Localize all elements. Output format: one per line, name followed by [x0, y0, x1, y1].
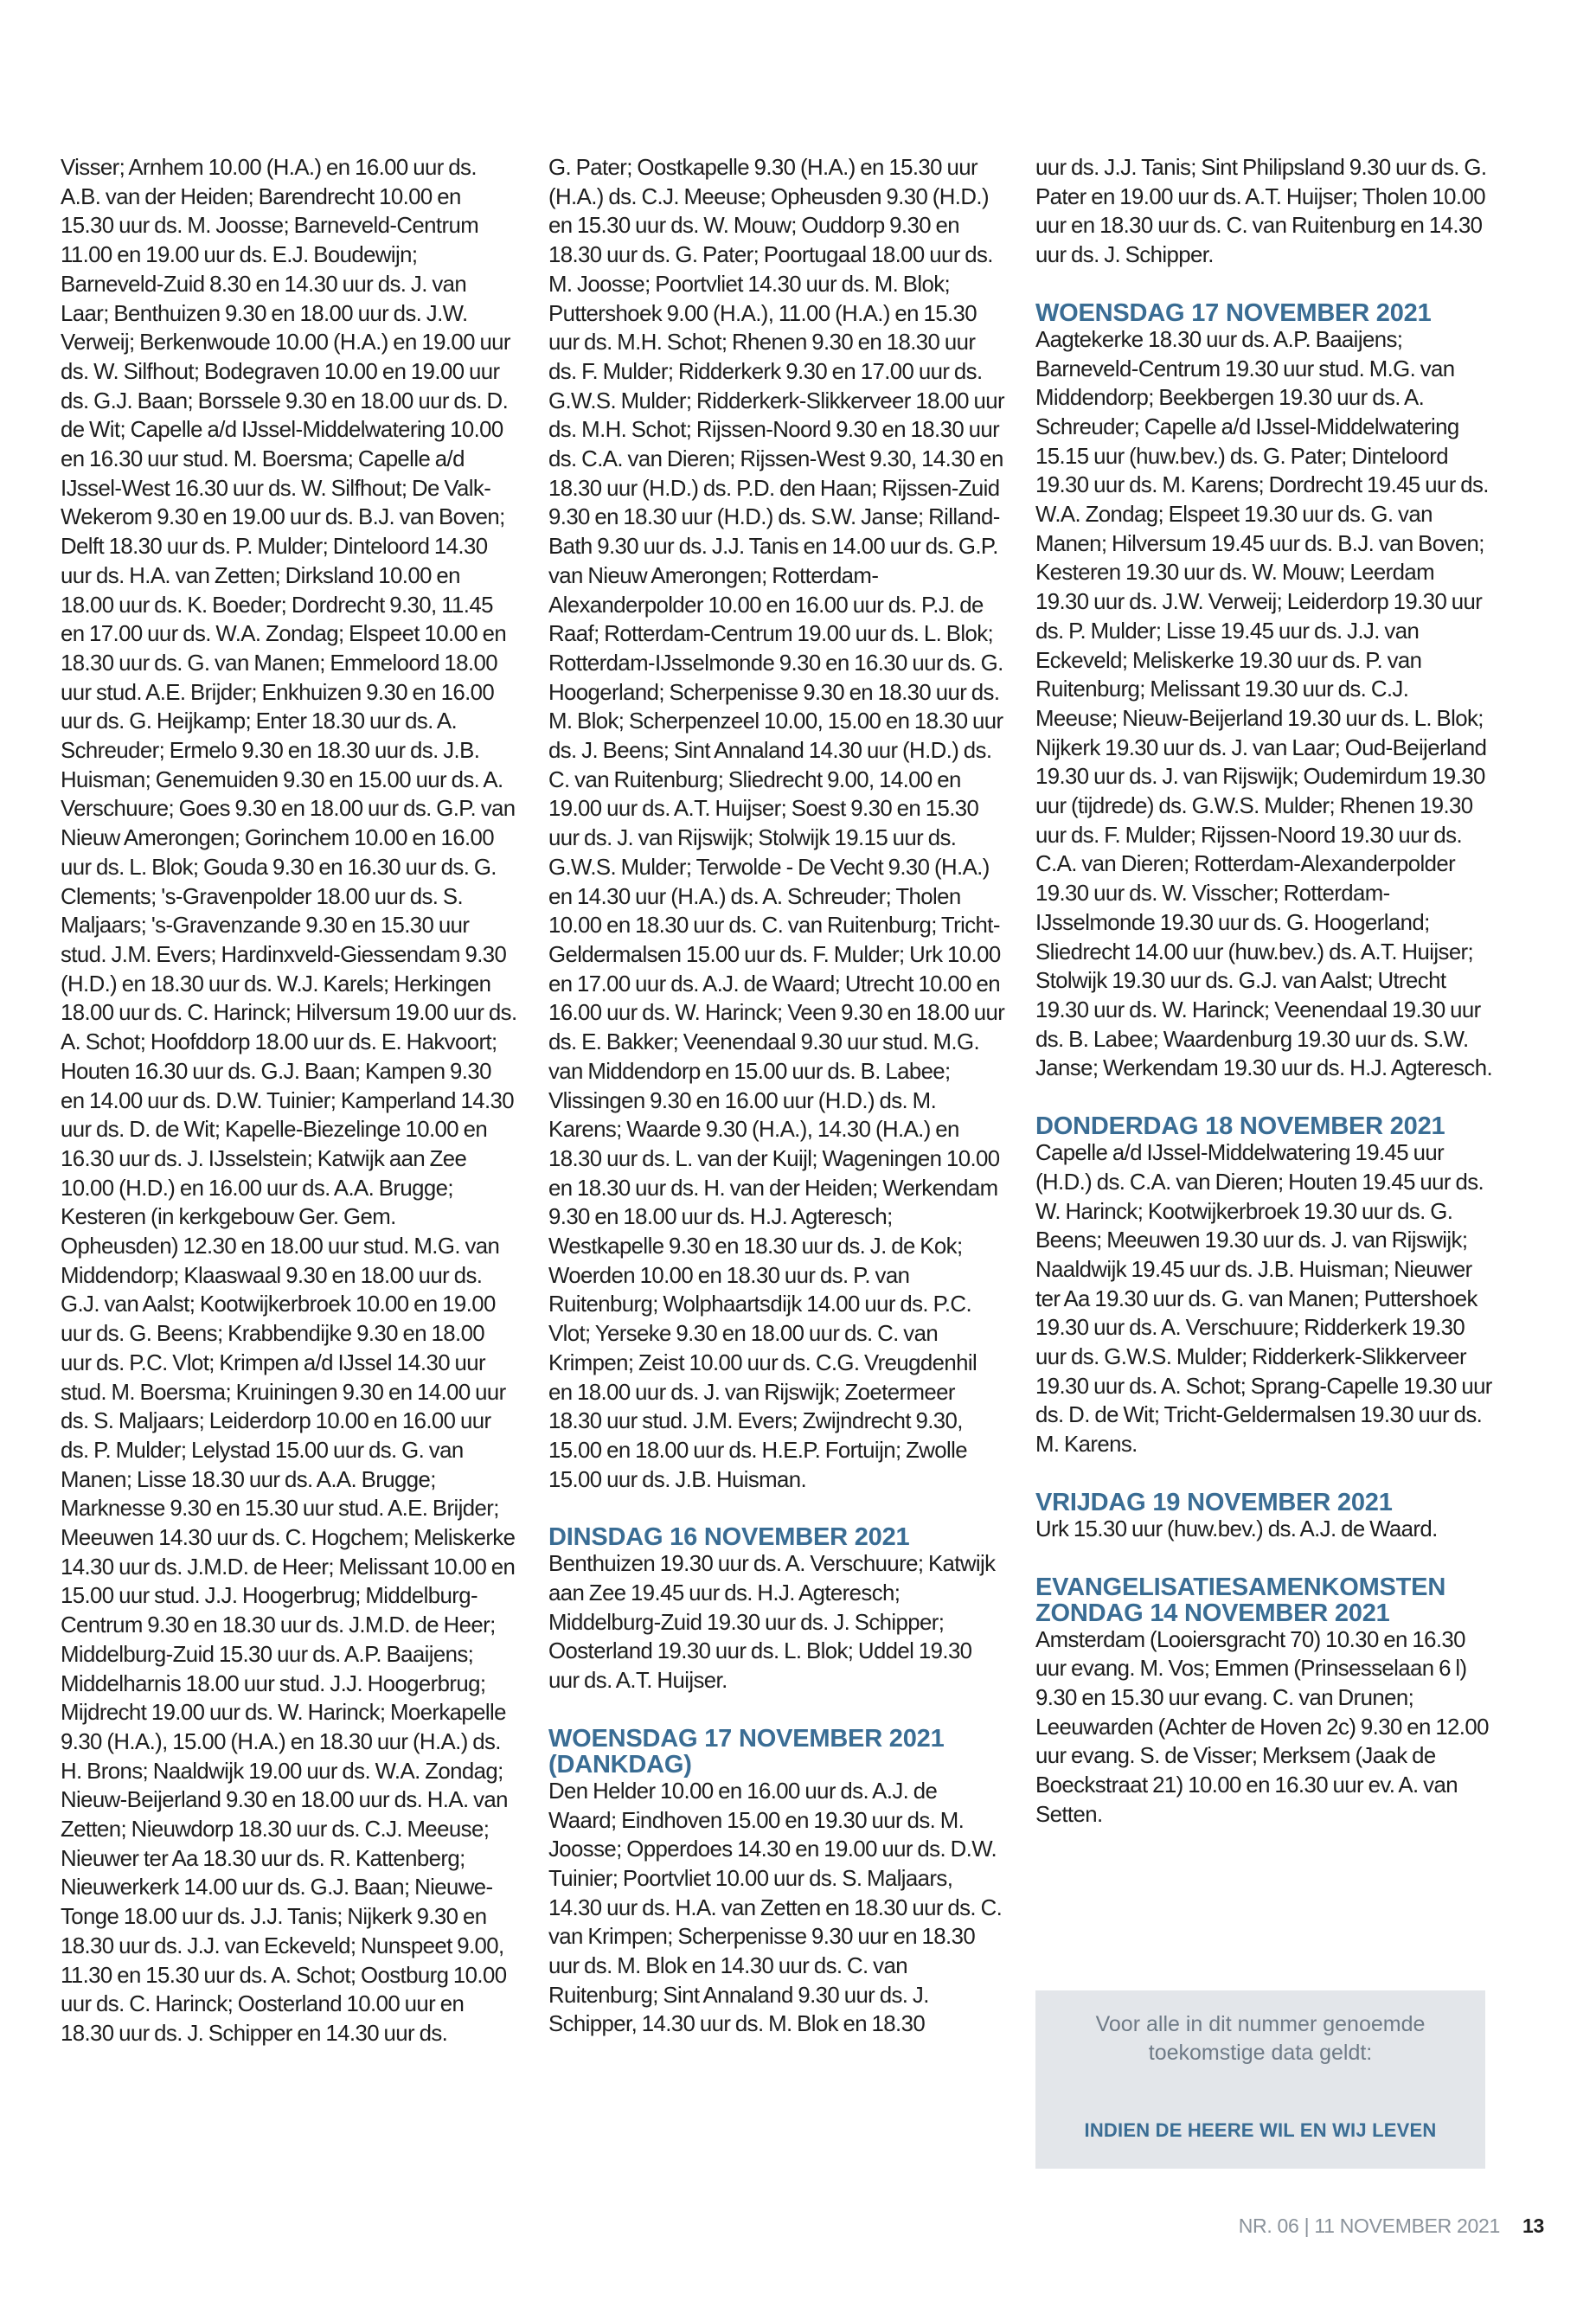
section-text-vrijdag: Urk 15.30 uur (huw.bev.) ds. A.J. de Waard. — [1035, 1516, 1438, 1541]
section-text-dinsdag: Benthuizen 19.30 uur ds. A. Verschuure; Katwijk aan Zee 19.45 uur ds. H.J. Agteresch; Middelburg-Zuid 19.30 uur ds. J. Schipper; Oosterland 19.30 uur ds. L. Blok; Uddel 19.30 uur ds. A.T. Huijser. — [548, 1552, 996, 1694]
section-text-dankdag: Den Helder 10.00 en 16.00 uur ds. A.J. de Waard; Eindhoven 15.00 en 19.30 uur ds. M. Joosse; Opperdoes 14.30 en 19.00 uur ds. D.W. Tuinier; Poortvliet 10.00 uur ds. S. Maljaars, 14.30 uur ds. H.A. van Zetten en 18.30 uur ds. C. van Krimpen; Scherpenisse 9.30 uur en 18.30 uur ds. M. Blok en 14.30 uur ds. C. van Ruitenburg; Sint Annaland 9.30 uur ds. J. Schipper, 14.30 uur ds. M. Blok en 18.30 — [548, 1779, 1003, 2037]
church-services-list: uur ds. J.J. Tanis; Sint Philipsland 9.30 uur ds. G. Pater en 19.00 uur ds. A.T. Huijser; Tholen 10.00 uur en 18.30 uur ds. C. van Ruitenburg en 14.30 uur ds. J. Schipper. — [1035, 156, 1487, 268]
section-heading-evangelisatie: EVANGELISATIESAMENKOMSTEN ZONDAG 14 NOVEMBER 2021 — [1035, 1573, 1446, 1627]
column-2 — [548, 154, 1005, 2040]
column-1 — [61, 154, 517, 2049]
info-box-emphasis: INDIEN DE HEERE WIL EN WIJ LEVEN — [1084, 2119, 1437, 2141]
column-3 — [1035, 154, 1492, 1830]
section-heading-woensdag: WOENSDAG 17 NOVEMBER 2021 — [1035, 298, 1432, 327]
section-text-woensdag: Aagtekerke 18.30 uur ds. A.P. Baaijens; Barneveld-Centrum 19.30 uur stud. M.G. van Middendorp; Beekbergen 19.30 uur ds. A. Schreuder; Capelle a/d IJssel-Middelwatering 15.15 uur (huw.bev.) ds. G. Pater; Dinteloord 19.30 uur ds. M. Karens; Dordrecht 19.45 uur ds. W.A. Zondag; Elspeet 19.30 uur ds. G. van Manen; Hilversum 19.45 uur ds. B.J. van Boven; Kesteren 19.30 uur ds. W. Mouw; Leerdam 19.30 uur ds. J.W. Verweij; Leiderdorp 19.30 uur ds. P. Mulder; Lisse 19.45 uur ds. J.J. van Eckeveld; Meliskerke 19.30 uur ds. P. van Ruitenburg; Melissant 19.30 uur ds. C.J. Meeuse; Nieuw-Beijerland 19.30 uur ds. L. Blok; Nijkerk 19.30 uur ds. J. van Laar; Oud-Beijerland 19.30 uur ds. J. van Rijswijk; Oudemirdum 19.30 uur (tijdrede) ds. G.W.S. Mulder; Rhenen 19.30 uur ds. F. Mulder; Rijssen-Noord 19.30 uur ds. C.A. van Dieren; Rotterdam-Alexanderpolder 19.30 uur ds. W. Visscher; Rotterdam-IJsselmonde 19.30 uur ds. G. Hoogerland; Sliedrecht 14.00 uur (huw.bev.) ds. A.T. Huijser; Stolwijk 19.30 uur ds. G.J. van Aalst; Utrecht 19.30 uur ds. W. Harinck; Veenendaal 19.30 uur ds. B. Labee; Waardenburg 19.30 uur ds. S.W. Janse; Werkendam 19.30 uur ds. H.J. Agteresch. — [1035, 327, 1493, 1081]
section-heading-dankdag: WOENSDAG 17 NOVEMBER 2021 (DANKDAG) — [548, 1724, 945, 1779]
section-heading-dinsdag: DINSDAG 16 NOVEMBER 2021 — [548, 1523, 910, 1552]
issue-label: NR. 06 | 11 NOVEMBER 2021 — [1238, 2214, 1501, 2237]
page-footer — [1239, 2214, 1544, 2238]
info-box-note: Voor alle in dit nummer genoemde toekomstige data geldt: — [1095, 2012, 1426, 2065]
section-heading-vrijdag: VRIJDAG 19 NOVEMBER 2021 — [1035, 1488, 1393, 1516]
section-text-evangelisatie: Amsterdam (Looiersgracht 70) 10.30 en 16.30 uur evang. M. Vos; Emmen (Prinsesselaan 6 l) 9.30 en 15.30 uur evang. C. van Drunen; Leeuwarden (Achter de Hoven 2c) 9.30 en 12.00 uur evang. S. de Visser; Merksem (Jaak de Boeckstraat 21) 10.00 en 16.30 uur ev. A. van Setten. — [1035, 1627, 1489, 1827]
church-services-list: Visser; Arnhem 10.00 (H.A.) en 16.00 uur ds. A.B. van der Heiden; Barendrecht 10.00 en 15.30 uur ds. M. Joosse; Barneveld-Centrum 11.00 en 19.00 uur ds. E.J. Boudewijn; Barneveld-Zuid 8.30 en 14.30 uur ds. J. van Laar; Benthuizen 9.30 en 18.00 uur ds. J.W. Verweij; Berkenwoude 10.00 (H.A.) en 19.00 uur ds. W. Silfhout; Bodegraven 10.00 en 19.00 uur ds. G.J. Baan; Borssele 9.30 en 18.00 uur ds. D. de Wit; Capelle a/d IJssel-Middelwatering 10.00 en 16.30 uur stud. M. Boersma; Capelle a/d IJssel-West 16.30 uur ds. W. Silfhout; De Valk-Wekerom 9.30 en 19.00 uur ds. B.J. van Boven; Delft 18.30 uur ds. P. Mulder; Dinteloord 14.30 uur ds. H.A. van Zetten; Dirksland 10.00 en 18.00 uur ds. K. Boeder; Dordrecht 9.30, 11.45 en 17.00 uur ds. W.A. Zondag; Elspeet 10.00 en 18.30 uur ds. G. van Manen; Emmeloord 18.00 uur stud. A.E. Brijder; Enkhuizen 9.30 en 16.00 uur ds. G. Heijkamp; Enter 18.30 uur ds. A. Schreuder; Ermelo 9.30 en 18.30 uur ds. J.B. Huisman; Genemuiden 9.30 en 15.00 uur ds. A. Verschuure; Goes 9.30 en 18.00 uur ds. G.P. van Nieuw Amerongen; Gorinchem 10.00 en 16.00 uur ds. L. Blok; Gouda 9.30 en 16.30 uur ds. G. Clements; 's-Gravenpolder 18.00 uur ds. S. Maljaars; 's-Gravenzande 9.30 en 15.30 uur stud. J.M. Evers; Hardinxveld-Giessendam 9.30 (H.D.) en 18.30 uur ds. W.J. Karels; Herkingen 18.00 uur ds. C. Harinck; Hilversum 19.00 uur ds. A. Schot; Hoofddorp 18.00 uur ds. E. Hakvoort; Houten 16.30 uur ds. G.J. Baan; Kampen 9.30 en 14.00 uur ds. D.W. Tuinier; Kamperland 14.30 uur ds. D. de Wit; Kapelle-Biezelinge 10.00 en 16.30 uur ds. J. IJsselstein; Katwijk aan Zee 10.00 (H.D.) en 16.00 uur ds. A.A. Brugge; Kesteren (in kerkgebouw Ger. Gem. Opheusden) 12.30 en 18.00 uur stud. M.G. van Middendorp; Klaaswaal 9.30 en 18.00 uur ds. G.J. van Aalst; Kootwijkerbroek 10.00 en 19.00 uur ds. G. Beens; Krabbendijke 9.30 en 18.00 uur ds. P.C. Vlot; Krimpen a/d IJssel 14.30 uur stud. M. Boersma; Kruiningen 9.30 en 14.00 uur ds. S. Maljaars; Leiderdorp 10.00 en 16.00 uur ds. P. Mulder; Lelystad 15.00 uur ds. G. van Manen; Lisse 18.30 uur ds. A.A. Brugge; Marknesse 9.30 en 15.30 uur stud. A.E. Brijder; Meeuwen 14.30 uur ds. C. Hogchem; Meliskerke 14.30 uur ds. J.M.D. de Heer; Melissant 10.00 en 15.00 uur stud. J.J. Hoogerbrug; Middelburg-Centrum 9.30 en 18.30 uur ds. J.M.D. de Heer; Middelburg-Zuid 15.30 uur ds. A.P. Baaijens; Middelharnis 18.00 uur stud. J.J. Hoogerbrug; Mijdrecht 19.00 uur ds. W. Harinck; Moerkapelle 9.30 (H.A.), 15.00 (H.A.) en 18.30 uur (H.A.) ds. H. Brons; Naaldwijk 19.00 uur ds. W.A. Zondag; Nieuw-Beijerland 9.30 en 18.00 uur ds. H.A. van Zetten; Nieuwdorp 18.30 uur ds. C.J. Meeuse; Nieuwer ter Aa 18.30 uur ds. R. Kattenberg; Nieuwerkerk 14.00 uur ds. G.J. Baan; Nieuwe-Tonge 18.00 uur ds. J.J. Tanis; Nijkerk 9.30 en 18.30 uur ds. J.J. van Eckeveld; Nunspeet 9.00, 11.30 en 15.30 uur ds. A. Schot; Oostburg 10.00 uur ds. C. Harinck; Oosterland 10.00 uur en 18.30 uur ds. J. Schipper en 14.30 uur ds. — [61, 156, 517, 2046]
section-heading-donderdag: DONDERDAG 18 NOVEMBER 2021 — [1035, 1112, 1445, 1141]
section-text-donderdag: Capelle a/d IJssel-Middelwatering 19.45 uur (H.D.) ds. C.A. van Dieren; Houten 19.45 uur ds. W. Harinck; Kootwijkerbroek 19.30 uur ds. G. Beens; Meeuwen 19.30 uur ds. J. van Rijswijk; Naaldwijk 19.45 uur ds. J.B. Huisman; Nieuwer ter Aa 19.30 uur ds. G. van Manen; Puttershoek 19.30 uur ds. A. Verschuure; Ridderkerk 19.30 uur ds. G.W.S. Mulder; Ridderkerk-Slikkerveer 19.30 uur ds. A. Schot; Sprang-Capelle 19.30 uur ds. D. de Wit; Tricht-Geldermalsen 19.30 uur ds. M. Karens. — [1035, 1141, 1492, 1458]
church-services-list: G. Pater; Oostkapelle 9.30 (H.A.) en 15.30 uur (H.A.) ds. C.J. Meeuse; Opheusden 9.30 (H.D.) en 15.30 uur ds. W. Mouw; Ouddorp 9.30 en 18.30 uur ds. G. Pater; Poortugaal 18.00 uur ds. M. Joosse; Poortvliet 14.30 uur ds. M. Blok; Puttershoek 9.00 (H.A.), 11.00 (H.A.) en 15.30 uur ds. M.H. Schot; Rhenen 9.30 en 18.30 uur ds. F. Mulder; Ridderkerk 9.30 en 17.00 uur ds. G.W.S. Mulder; Ridderkerk-Slikkerveer 18.00 uur ds. M.H. Schot; Rijssen-Noord 9.30 en 18.30 uur ds. C.A. van Dieren; Rijssen-West 9.30, 14.30 en 18.30 uur (H.D.) ds. P.D. den Haan; Rijssen-Zuid 9.30 en 18.30 uur (H.D.) ds. S.W. Janse; Rilland-Bath 9.30 uur ds. J.J. Tanis en 14.00 uur ds. G.P. van Nieuw Amerongen; Rotterdam-Alexanderpolder 10.00 en 16.00 uur ds. P.J. de Raaf; Rotterdam-Centrum 19.00 uur ds. L. Blok; Rotterdam-IJsselmonde 9.30 en 16.30 uur ds. G. Hoogerland; Scherpenisse 9.30 en 18.30 uur ds. M. Blok; Scherpenzeel 10.00, 15.00 en 18.30 uur ds. J. Beens; Sint Annaland 14.30 uur (H.D.) ds. C. van Ruitenburg; Sliedrecht 9.00, 14.00 en 19.00 uur ds. A.T. Huijser; Soest 9.30 en 15.30 uur ds. J. van Rijswijk; Stolwijk 19.15 uur ds. G.W.S. Mulder; Terwolde - De Vecht 9.30 (H.A.) en 14.30 uur (H.A.) ds. A. Schreuder; Tholen 10.00 en 18.30 uur ds. C. van Ruitenburg; Tricht-Geldermalsen 15.00 uur ds. F. Mulder; Urk 10.00 en 17.00 uur ds. A.J. de Waard; Utrecht 10.00 en 16.00 uur ds. W. Harinck; Veen 9.30 en 18.00 uur ds. E. Bakker; Veenendaal 9.30 uur stud. M.G. van Middendorp en 15.00 uur ds. B. Labee; Vlissingen 9.30 en 16.00 uur (H.D.) ds. M. Karens; Waarde 9.30 (H.A.), 14.30 (H.A.) en 18.30 uur ds. L. van der Kuijl; Wageningen 10.00 en 18.30 uur ds. H. van der Heiden; Werkendam 9.30 en 18.00 uur ds. H.J. Agteresch; Westkapelle 9.30 en 18.30 uur ds. J. de Kok; Woerden 10.00 en 18.30 uur ds. P. van Ruitenburg; Wolphaartsdijk 14.00 uur ds. P.C. Vlot; Yerseke 9.30 en 18.00 uur ds. C. van Krimpen; Zeist 10.00 uur ds. C.G. Vreugdenhil en 18.00 uur ds. J. van Rijswijk; Zoetermeer 18.30 uur stud. J.M. Evers; Zwijndrecht 9.30, 15.00 en 18.00 uur ds. H.E.P. Fortuijn; Zwolle 15.00 uur ds. J.B. Huisman. — [548, 156, 1005, 1492]
page-number: 13 — [1522, 2214, 1544, 2237]
info-box — [1035, 1990, 1485, 2169]
